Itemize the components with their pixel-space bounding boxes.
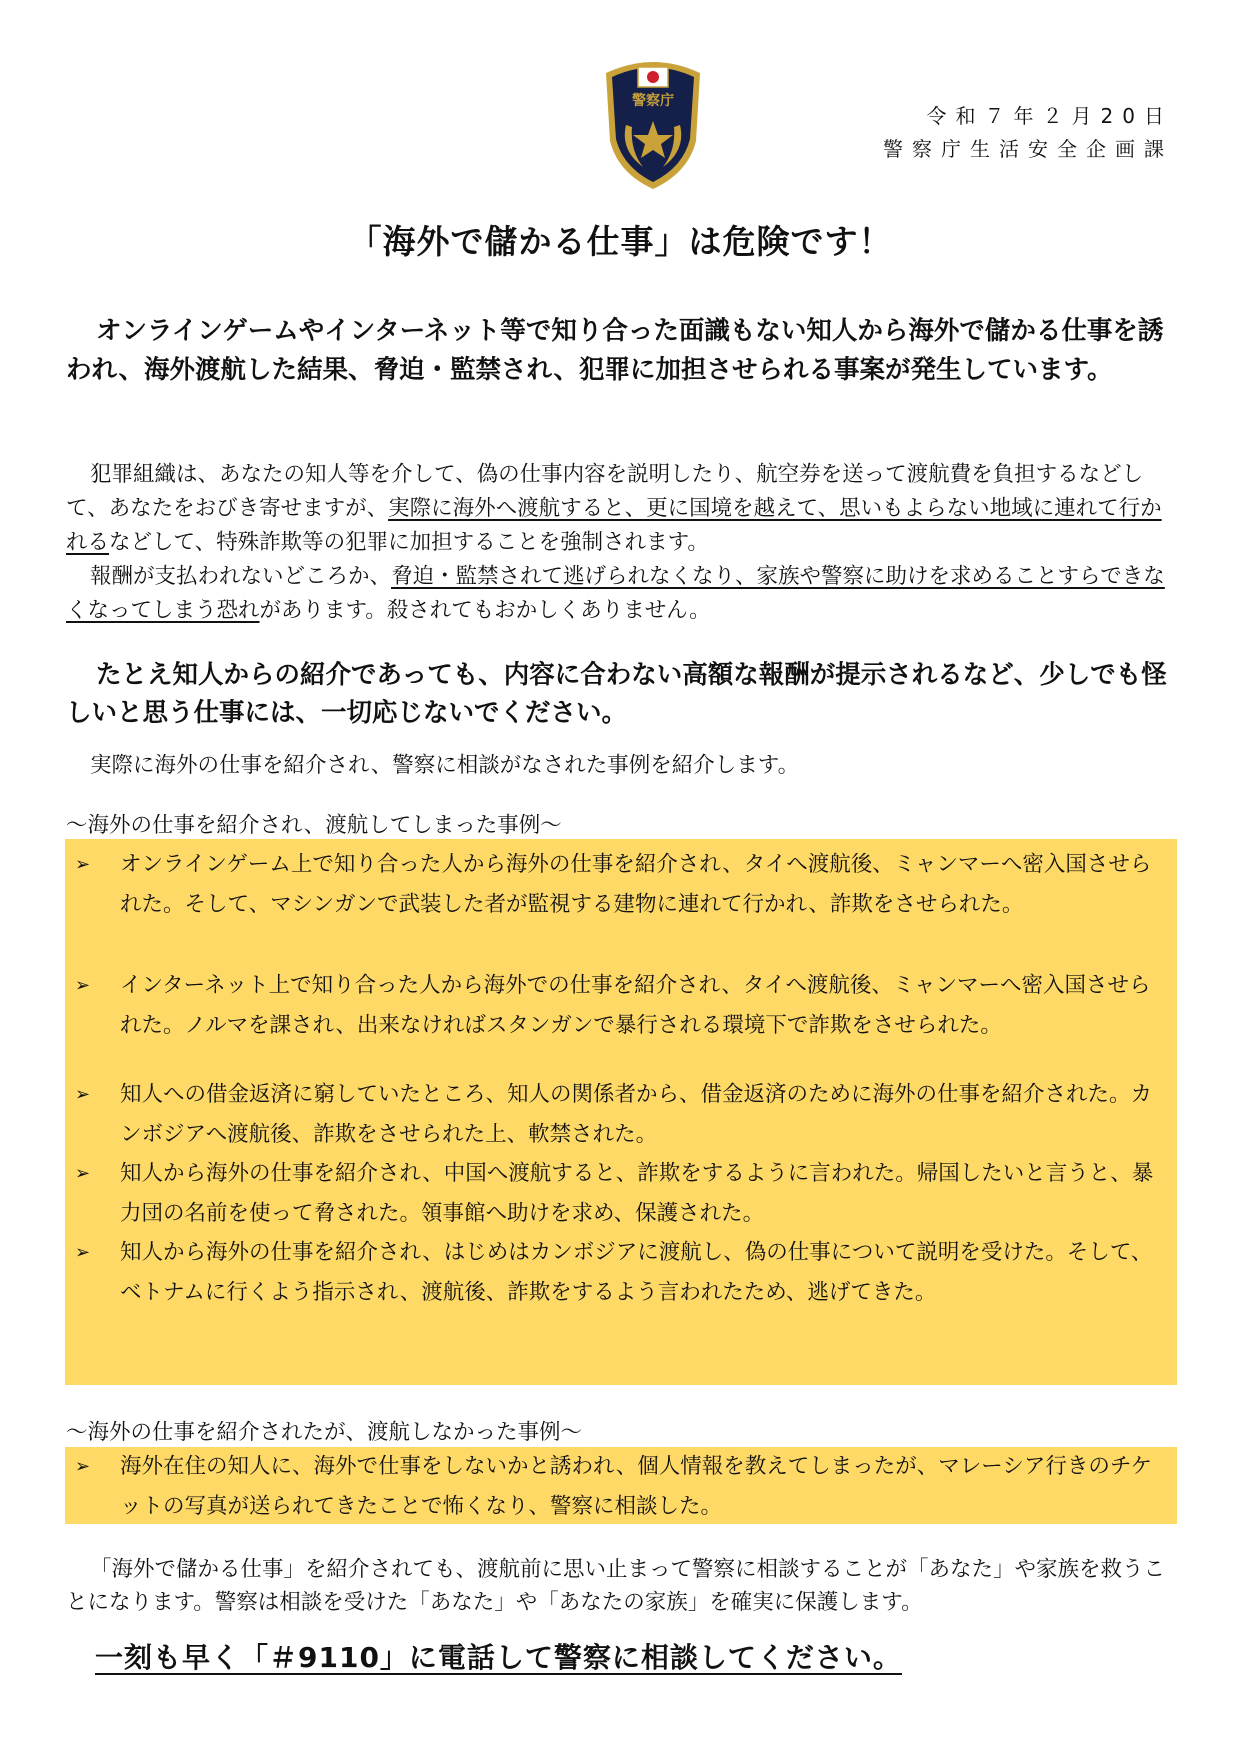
case-text: 海外在住の知人に、海外で仕事をしないかと誘われ、個人情報を教えてしまったが、マレーシア行きのチケットの写真が送られてきたことで怖くなり、警察に相談した。 [120, 1454, 1153, 1519]
emblem-label: 警察庁 [632, 93, 674, 109]
case-item [65, 966, 1177, 1046]
bullet-arrow-icon: ➢ [75, 1456, 91, 1477]
case-item [65, 1447, 1177, 1527]
bullet-arrow-icon: ➢ [75, 1084, 91, 1105]
police-emblem-icon [598, 55, 708, 191]
issue-date: 令和７年２月20日 [926, 104, 1173, 128]
body-p1-underlined: 実際に海外へ渡航すると、更に国境を越えて、思いもよらない地域に連れて行かれる [66, 496, 1162, 555]
cases-not-traveled-box [65, 1447, 1177, 1524]
bullet-arrow-icon: ➢ [75, 1163, 91, 1184]
warning-paragraph: たとえ知人からの紹介であっても、内容に合わない高額な報酬が提示されるなど、少しでも怪しいと思う仕事には、一切応じないでください。 [66, 660, 1167, 728]
call-to-action: 一刻も早く「＃9110」に電話して警察に相談してください。 [95, 1641, 902, 1674]
case-text: オンラインゲーム上で知り合った人から海外の仕事を紹介され、タイへ渡航後、ミャンマーへ密入国させられた。そして、マシンガンで武装した者が監視する建物に連れて行かれ、詐欺をさせられた。 [120, 852, 1152, 917]
body-paragraph-2 [66, 560, 1178, 628]
case-text: 知人から海外の仕事を紹介され、はじめはカンボジアに渡航し、偽の仕事について説明を受けた。そして、ベトナムに行くよう指示され、渡航後、詐欺をするよう言われたため、逃げてきた。 [120, 1240, 1153, 1305]
issuer-block [883, 100, 1173, 166]
case-item [65, 845, 1177, 925]
cases-not-traveled-header: ～海外の仕事を紹介されたが、渡航しなかった事例～ [66, 1420, 583, 1445]
body-text [66, 458, 1178, 628]
bullet-arrow-icon: ➢ [75, 854, 91, 875]
case-item [65, 1075, 1177, 1155]
cases-traveled-header: ～海外の仕事を紹介され、渡航してしまった事例～ [66, 813, 562, 838]
intro-text: 実際に海外の仕事を紹介され、警察に相談がなされた事例を紹介します。 [90, 753, 800, 778]
closing-paragraph: 「海外で儲かる仕事」を紹介されても、渡航前に思い止まって警察に相談することが「あなた」や家族を救うことになります。警察は相談を受けた「あなた」や「あなたの家族」を確実に保護します。 [66, 1557, 1166, 1615]
body-p2-underlined: 脅迫・監禁されて逃げられなくなり、家族や警察に助けを求めることすらできなくなってしまう恐れ [66, 564, 1165, 623]
case-item [65, 1233, 1177, 1313]
body-p1-text-a: 犯罪組織は、あなたの知人等を介して、偽の仕事内容を説明したり、航空券を送って渡航費を負担するなどして、あなたをおびき寄せますが、 [66, 462, 1144, 521]
case-text: 知人への借金返済に窮していたところ、知人の関係者から、借金返済のために海外の仕事を紹介された。カンボジアへ渡航後、詐欺をさせられた上、軟禁された。 [120, 1082, 1153, 1147]
case-text: インターネット上で知り合った人から海外での仕事を紹介され、タイへ渡航後、ミャンマーへ密入国させられた。ノルマを課され、出来なければスタンガンで暴行される環境下で詐欺をさせられた。 [120, 973, 1151, 1038]
case-item [65, 1154, 1177, 1234]
body-p1-text-b: などして、特殊詐欺等の犯罪に加担することを強制されます。 [109, 530, 709, 555]
body-p2-text-a: 報酬が支払われないどころか、 [90, 564, 392, 589]
issuer-name: 警察庁生活安全企画課 [883, 137, 1173, 161]
page-title: 「海外で儲かる仕事」は危険です！ [348, 222, 893, 261]
bullet-arrow-icon: ➢ [75, 1242, 91, 1263]
cases-traveled-box [65, 839, 1177, 1385]
case-text: 知人から海外の仕事を紹介され、中国へ渡航すると、詐欺をするように言われた。帰国したいと言うと、暴力団の名前を使って脅された。領事館へ助けを求め、保護された。 [120, 1161, 1154, 1226]
body-p2-text-b: があります。殺されてもおかしくありません。 [259, 598, 711, 623]
body-paragraph-1 [66, 458, 1178, 560]
bullet-arrow-icon: ➢ [75, 975, 91, 996]
lead-paragraph: オンラインゲームやインターネット等で知り合った面識もない知人から海外で儲かる仕事を誘われ、海外渡航した結果、脅迫・監禁され、犯罪に加担させられる事案が発生しています。 [66, 316, 1164, 385]
